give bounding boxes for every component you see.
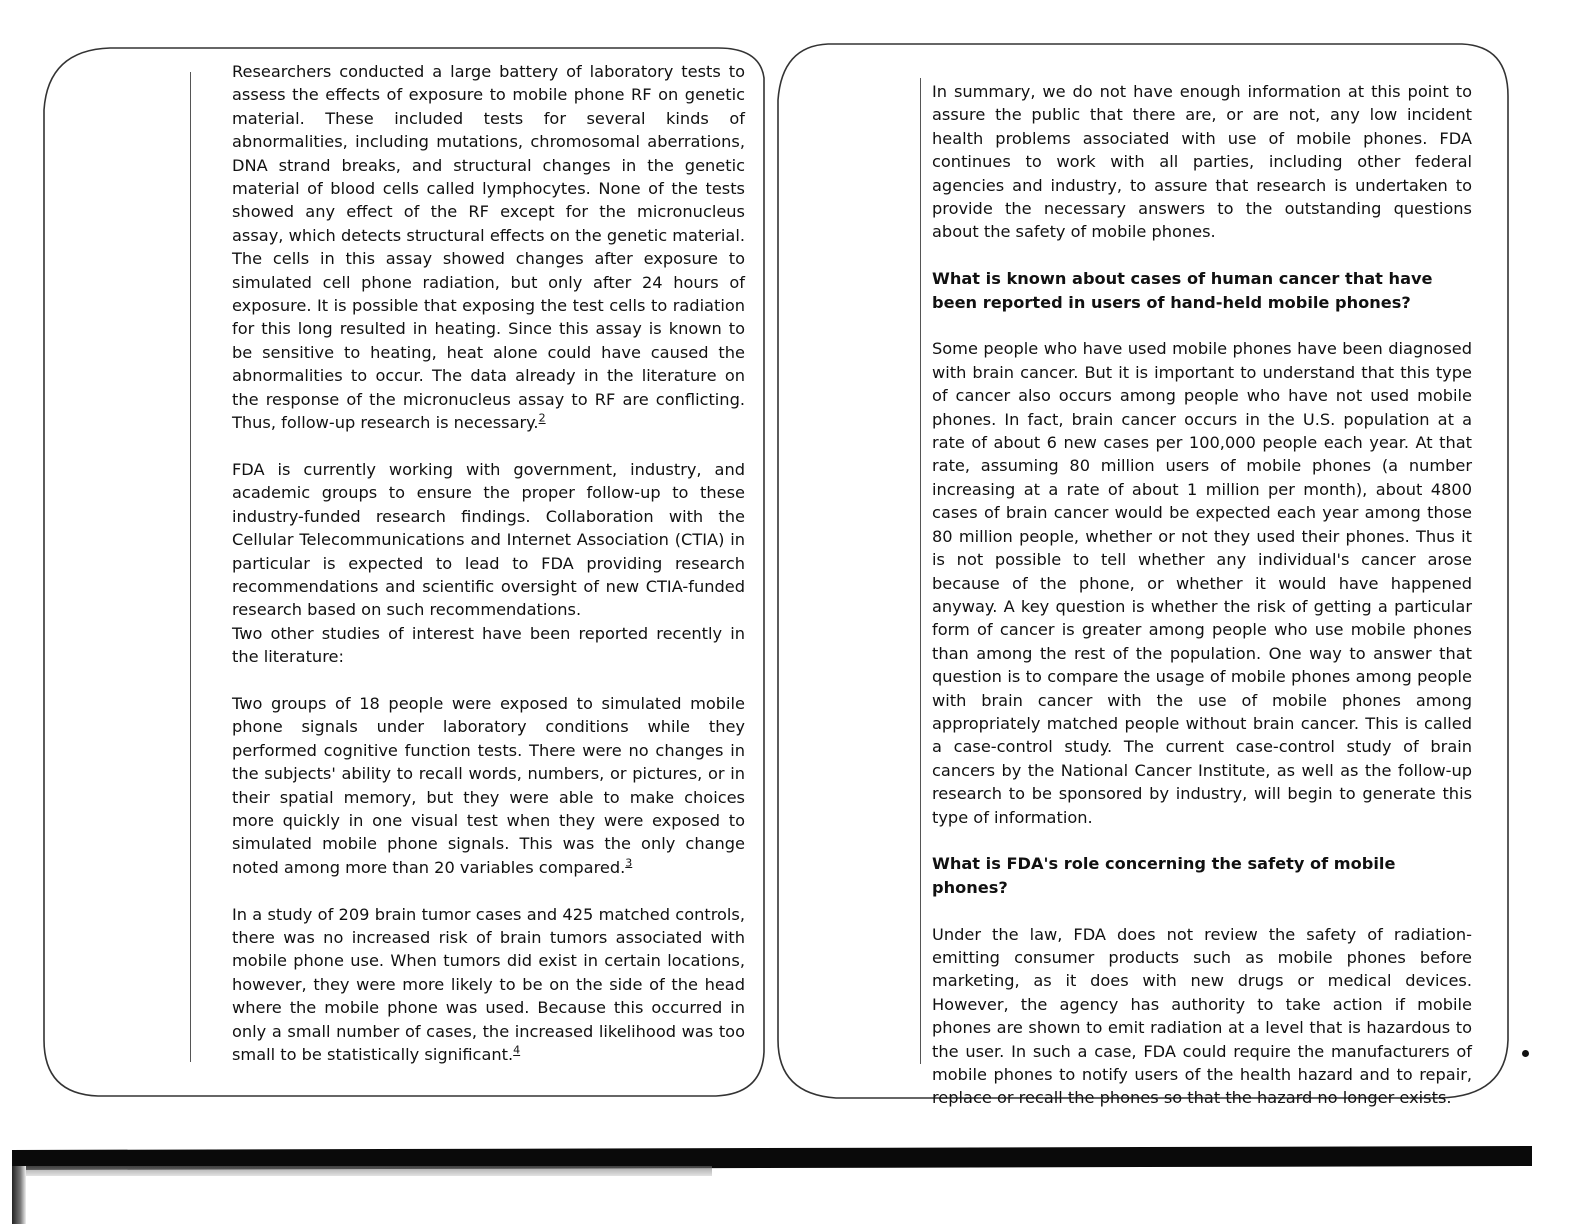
bullet-mark xyxy=(1522,1050,1529,1057)
right-column xyxy=(932,80,1472,1110)
footnote-ref[interactable]: 4 xyxy=(513,1043,521,1057)
left-paragraph-cognitive-study: Two groups of 18 people were exposed to simulated mobile phone signals under laboratory conditions while they performed cognitive function tests. There were no changes in the subjects' ability to recall words, numbers, or pictures, or in their spatial memory, but they were able to make choices more quickly in one visual test when they were exposed to simulated mobile phone signals. This was the only change noted among more than 20 variables compared.$^3$ xyxy=(232,693,745,877)
section-heading-fda-role: What is FDA's role concerning the safety of mobile phones? xyxy=(932,854,1396,897)
scan-shadow xyxy=(12,1166,712,1176)
right-paragraph-brain-cancer: Some people who have used mobile phones have been diagnosed with brain cancer. But it is important to understand that this type of cancer also occurs among people who have not used mobile phones. In fact, brain cancer occurs in the U.S. population at a rate of about 6 new cases per 100,000 people each year. At that rate, assuming 80 million users of mobile phones (a number increasing at a rate of about 1 million per month), about 4800 cases of brain cancer would be expected each year among those 80 million people, whether or not they used their phones. Thus it is not possible to tell whether any individual's cancer arose because of the phone, or whether it would have happened anyway. A key question is whether the risk of getting a particular form of cancer is greater among people who use mobile phones than among the rest of the population. One way to answer that question is to compare the usage of mobile phones among people with brain cancer with the use of mobile phones among appropriately matched people without brain cancer. This is called a case-control study. The current case-control study of brain cancers by the National Cancer Institute, as well as the follow-up research to be sponsored by industry, will begin to generate this type of information. xyxy=(932,339,1472,827)
footnote-ref[interactable]: 2 xyxy=(538,411,546,425)
section-heading-human-cancer: What is known about cases of human cancer that have been reported in users of hand-held mobile phones? xyxy=(932,269,1433,312)
left-paragraph-genetic-tests: Researchers conducted a large battery of laboratory tests to assess the effects of exposure to mobile phone RF on genetic material. These included tests for several kinds of abnormalities, including mutations, chromosomal aberrations, DNA strand breaks, and structural changes in the genetic material of blood cells called lymphocytes. None of the tests showed any effect of the RF except for the micronucleus assay, which detects structural effects on the genetic material. The cells in this assay showed changes after exposure to simulated cell phone radiation, but only after 24 hours of exposure. It is possible that exposing the test cells to radiation for this long resulted in heating. Since this assay is known to be sensitive to heating, heat alone could have caused the abnormalities to occur. The data already in the literature on the response of the micronucleus assay to RF are conflicting. Thus, follow-up research is necessary.$^2$ xyxy=(232,62,745,433)
left-margin-rule xyxy=(190,72,191,1062)
right-paragraph-summary: In summary, we do not have enough information at this point to assure the public that there are, or are not, any low incident health problems associated with use of mobile phones. FDA continues to work with all parties, including other federal agencies and industry, to assure that research is undertaken to provide the necessary answers to the outstanding questions about the safety of mobile phones. xyxy=(932,82,1472,242)
left-paragraph-two-studies: Two other studies of interest have been reported recently in the literature: xyxy=(232,623,745,667)
left-paragraph-fda-followup: FDA is currently working with government, industry, and academic groups to ensure the proper follow-up to these industry-funded research findings. Collaboration with the Cellular Telecommunications and Internet Association (CTIA) in particular is expected to lead to FDA providing research recommendations and scientific oversight of new CTIA-funded research based on such recommendations. xyxy=(232,459,745,620)
scan-edge-artifact xyxy=(12,1166,26,1224)
right-paragraph-fda-law: Under the law, FDA does not review the safety of radiation-emitting consumer products such as mobile phones before marketing, as it does with new drugs or medical devices. However, the agency has authority to take action if mobile phones are shown to emit radiation at a level that is hazardous to the user. In such a case, FDA could require the manufacturers of mobile phones to notify users of the health hazard and to repair, replace or recall the phones so that the hazard no longer exists. xyxy=(932,924,1472,1108)
left-column xyxy=(232,60,745,1066)
footnote-ref[interactable]: 3 xyxy=(625,856,633,870)
right-margin-rule xyxy=(920,78,921,1064)
left-paragraph-tumor-study: In a study of 209 brain tumor cases and 425 matched controls, there was no increased risk of brain tumors associated with mobile phone use. When tumors did exist in certain locations, however, they were more likely to be on the side of the head where the mobile phone was used. Because this occurred in only a small number of cases, the increased likelihood was too small to be statistically significant.$^4$ xyxy=(232,904,745,1065)
